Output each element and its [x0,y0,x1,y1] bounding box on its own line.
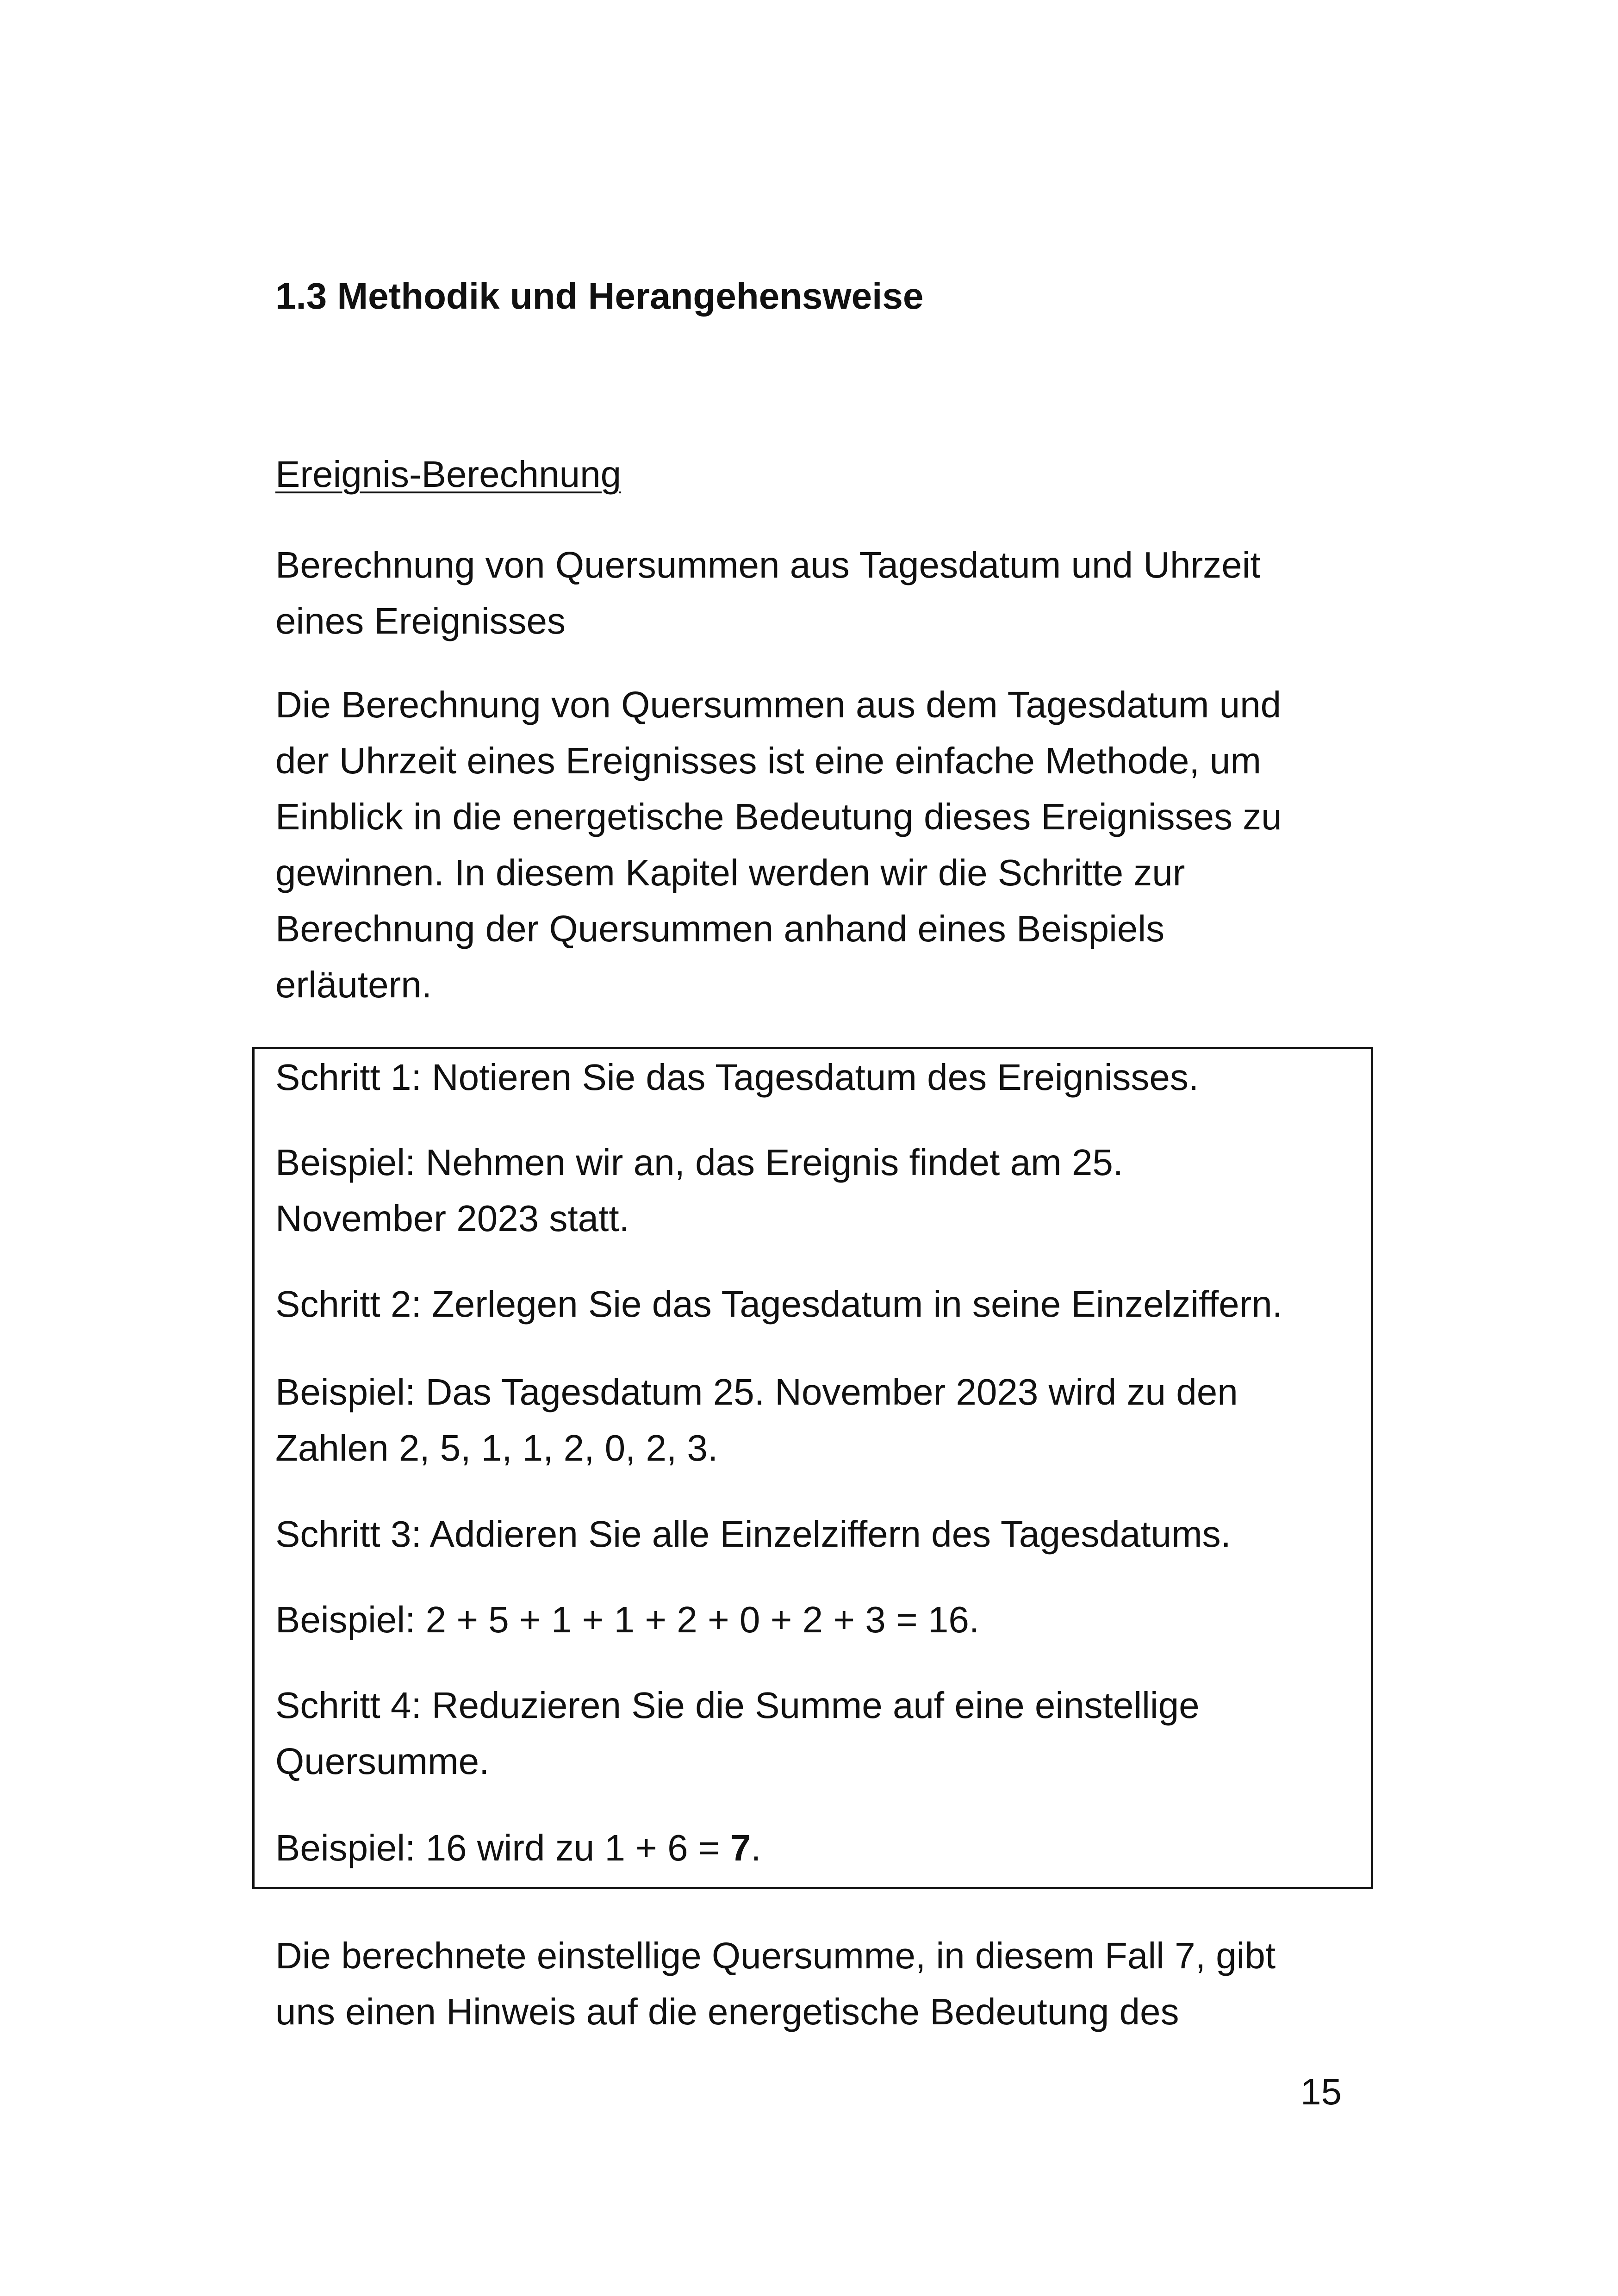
example-line: Beispiel: Das Tagesdatum 25. November 2023 wird zu den [275,1371,1238,1412]
description-line: Berechnung der Quersummen anhand eines Beispiels [275,908,1165,949]
steps-box [252,1047,1373,1889]
example-line [275,1820,1354,1876]
step-2 [275,1276,1354,1332]
step-line: Quersumme. [275,1741,490,1782]
description-line: Einblick in die energetische Bedeutung dieses Ereignisses zu [275,796,1282,837]
example-prefix: Beispiel: 16 wird zu 1 + 6 = [275,1827,730,1868]
example-4 [275,1820,1354,1876]
intro-line: eines Ereignisses [275,600,566,641]
intro-line: Berechnung von Quersummen aus Tagesdatum und Uhrzeit [275,544,1261,585]
subsection-title: Ereignis-Berechnung [275,454,622,495]
example-line: November 2023 statt. [275,1198,629,1239]
example-1 [275,1134,1354,1246]
example-line: Zahlen 2, 5, 1, 1, 2, 0, 2, 3. [275,1427,718,1468]
step-line: Schritt 4: Reduzieren Sie die Summe auf eine einstellige [275,1685,1200,1726]
page-number: 15 [1301,2071,1342,2112]
example-2 [275,1364,1354,1476]
description-line: erläutern. [275,964,432,1005]
step-line: Schritt 2: Zerlegen Sie das Tagesdatum in seine Einzelziffern. [275,1283,1283,1325]
closing-line: uns einen Hinweis auf die energetische Bedeutung des [275,1991,1179,2032]
step-4 [275,1677,1354,1789]
description-paragraph [275,677,1349,1013]
intro-paragraph [275,537,1349,649]
description-line: der Uhrzeit eines Ereignisses ist eine einfache Methode, um [275,740,1261,781]
closing-line: Die berechnete einstellige Quersumme, in diesem Fall 7, gibt [275,1935,1276,1976]
step-1 [275,1049,1354,1105]
step-line: Schritt 1: Notieren Sie das Tagesdatum des Ereignisses. [275,1057,1199,1098]
example-line: Beispiel: 2 + 5 + 1 + 1 + 2 + 0 + 2 + 3 = 16. [275,1599,980,1640]
step-3 [275,1506,1354,1562]
example-3 [275,1592,1354,1648]
description-line: Die Berechnung von Quersummen aus dem Tagesdatum und [275,684,1282,725]
closing-paragraph [275,1928,1349,2040]
result-value: 7 [730,1827,751,1868]
example-suffix: . [751,1827,761,1868]
step-line: Schritt 3: Addieren Sie alle Einzelziffern des Tagesdatums. [275,1513,1231,1555]
example-line: Beispiel: Nehmen wir an, das Ereignis findet am 25. [275,1142,1124,1183]
description-line: gewinnen. In diesem Kapitel werden wir die Schritte zur [275,852,1185,893]
section-heading: 1.3 Methodik und Herangehensweise [275,275,924,317]
